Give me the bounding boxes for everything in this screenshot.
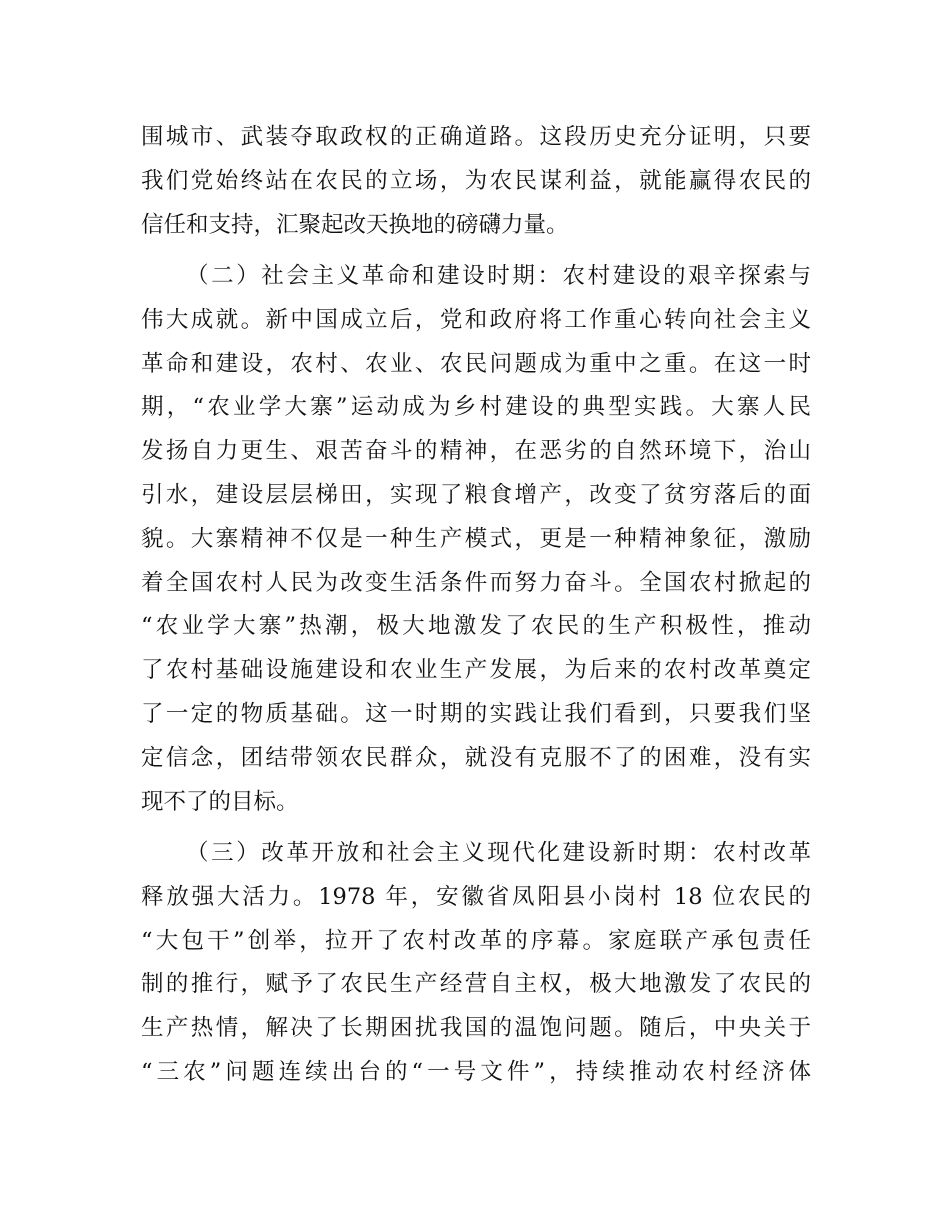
- text-line: “三农”问题连续出台的“一号文件”，持续推动农村经济体: [141, 1058, 811, 1085]
- text-line: 现不了的目标。: [141, 788, 299, 815]
- text-line: 定信念，团结带领农民群众，就没有克服不了的困难，没有实: [141, 744, 811, 771]
- text-line: 释放强大活力。1978 年，安徽省凤阳县小岗村 18 位农民的: [141, 883, 811, 910]
- text-line: 信任和支持，汇聚起改天换地的磅礴力量。: [141, 211, 569, 238]
- text-line: 围城市、武装夺取政权的正确道路。这段历史充分证明，只要: [141, 124, 811, 150]
- text-line: 发扬自力更生、艰苦奋斗的精神，在恶劣的自然环境下，治山: [141, 438, 811, 465]
- paragraph-3: [141, 832, 811, 1095]
- paragraph-1: [141, 116, 811, 247]
- text-line: （三）改革开放和社会主义现代化建设新时期：农村改革: [186, 840, 811, 866]
- text-line: 引水，建设层层梯田，实现了粮食增产，改变了贫穷落后的面: [141, 481, 811, 508]
- text-line: 生产热情，解决了长期困扰我国的温饱问题。随后，中央关于: [141, 1015, 811, 1042]
- text-line: 着全国农村人民为改变生活条件而努力奋斗。全国农村掀起的: [141, 569, 811, 596]
- text-line: 貌。大寨精神不仅是一种生产模式，更是一种精神象征，激励: [141, 525, 811, 552]
- text-line: 了一定的物质基础。这一时期的实践让我们看到，只要我们坚: [141, 700, 811, 727]
- text-line: “农业学大寨”热潮，极大地激发了农民的生产积极性，推动: [141, 613, 811, 640]
- text-line: 了农村基础设施建设和农业生产发展，为后来的农村改革奠定: [141, 657, 811, 684]
- text-line: “大包干”创举，拉开了农村改革的序幕。家庭联产承包责任: [141, 927, 811, 954]
- text-line: 制的推行，赋予了农民生产经营自主权，极大地激发了农民的: [141, 971, 811, 998]
- text-line: 革命和建设，农村、农业、农民问题成为重中之重。在这一时: [141, 350, 811, 377]
- text-line: 期，“农业学大寨”运动成为乡村建设的典型实践。大寨人民: [141, 394, 811, 421]
- text-line: 伟大成就。新中国成立后，党和政府将工作重心转向社会主义: [141, 306, 811, 333]
- text-line: （二）社会主义革命和建设时期：农村建设的艰辛探索与: [186, 263, 811, 289]
- paragraph-2: [141, 255, 811, 824]
- text-line: 我们党始终站在农民的立场，为农民谋利益，就能赢得农民的: [141, 167, 811, 194]
